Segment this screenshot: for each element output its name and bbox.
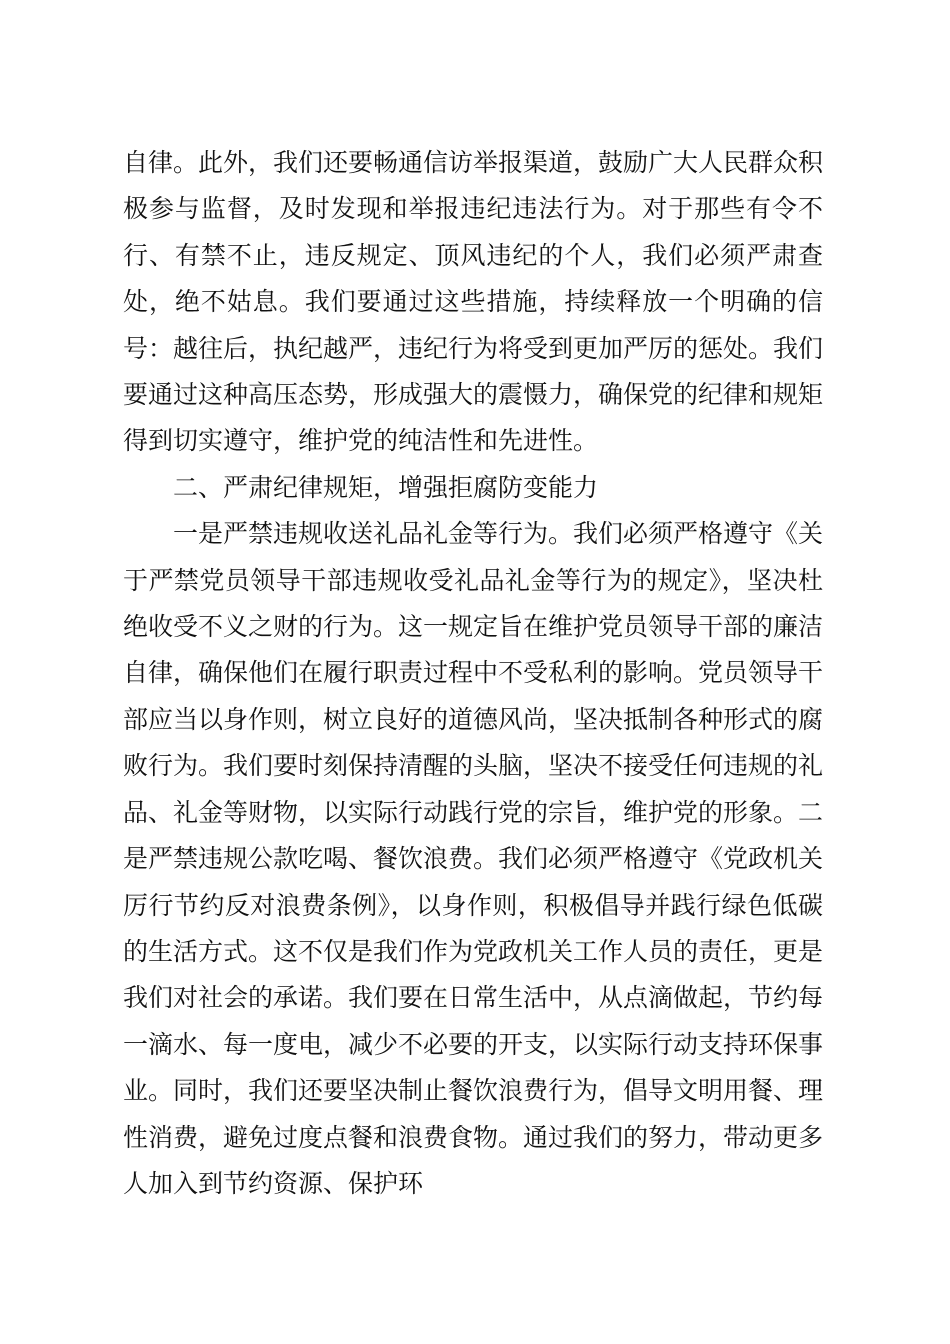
document-body [123,140,823,1207]
section-heading: 二、严肃纪律规矩，增强拒腐防变能力 [173,472,599,502]
paragraph-body: 一是严禁违规收送礼品礼金等行为。我们必须严格遵守《关于严禁党员领导干部违规收受礼品礼金等行为的规定》，坚决杜绝收受不义之财的行为。这一规定旨在维护党员领导干部的廉洁自律，确保他们在履行职责过程中不受私利的影响。党员领导干部应当以身作则，树立良好的道德风尚，坚决抵制各种形式的腐败行为。我们要时刻保持清醒的头脑，坚决不接受任何违规的礼品、礼金等财物，以实际行动践行党的宗旨，维护党的形象。二是严禁违规公款吃喝、餐饮浪费。我们必须严格遵守《党政机关厉行节约反对浪费条例》，以身作则，积极倡导并践行绿色低碳的生活方式。这不仅是我们作为党政机关工作人员的责任，更是我们对社会的承诺。我们要在日常生活中，从点滴做起，节约每一滴水、每一度电，减少不必要的开支，以实际行动支持环保事业。同时，我们还要坚决制止餐饮浪费行为，倡导文明用餐、理性消费，避免过度点餐和浪费食物。通过我们的努力，带动更多人加入到节约资源、保护环 [123,519,824,1198]
paragraph-continuation: 自律。此外，我们还要畅通信访举报渠道，鼓励广大人民群众积极参与监督，及时发现和举报违纪违法行为。对于那些有令不行、有禁不止，违反规定、顶风违纪的个人，我们必须严肃查处，绝不姑息。我们要通过这些措施，持续释放一个明确的信号：越往后，执纪越严，违纪行为将受到更加严厉的惩处。我们要通过这种高压态势，形成强大的震慑力，确保党的纪律和规矩得到切实遵守，维护党的纯洁性和先进性。 [123,148,824,456]
